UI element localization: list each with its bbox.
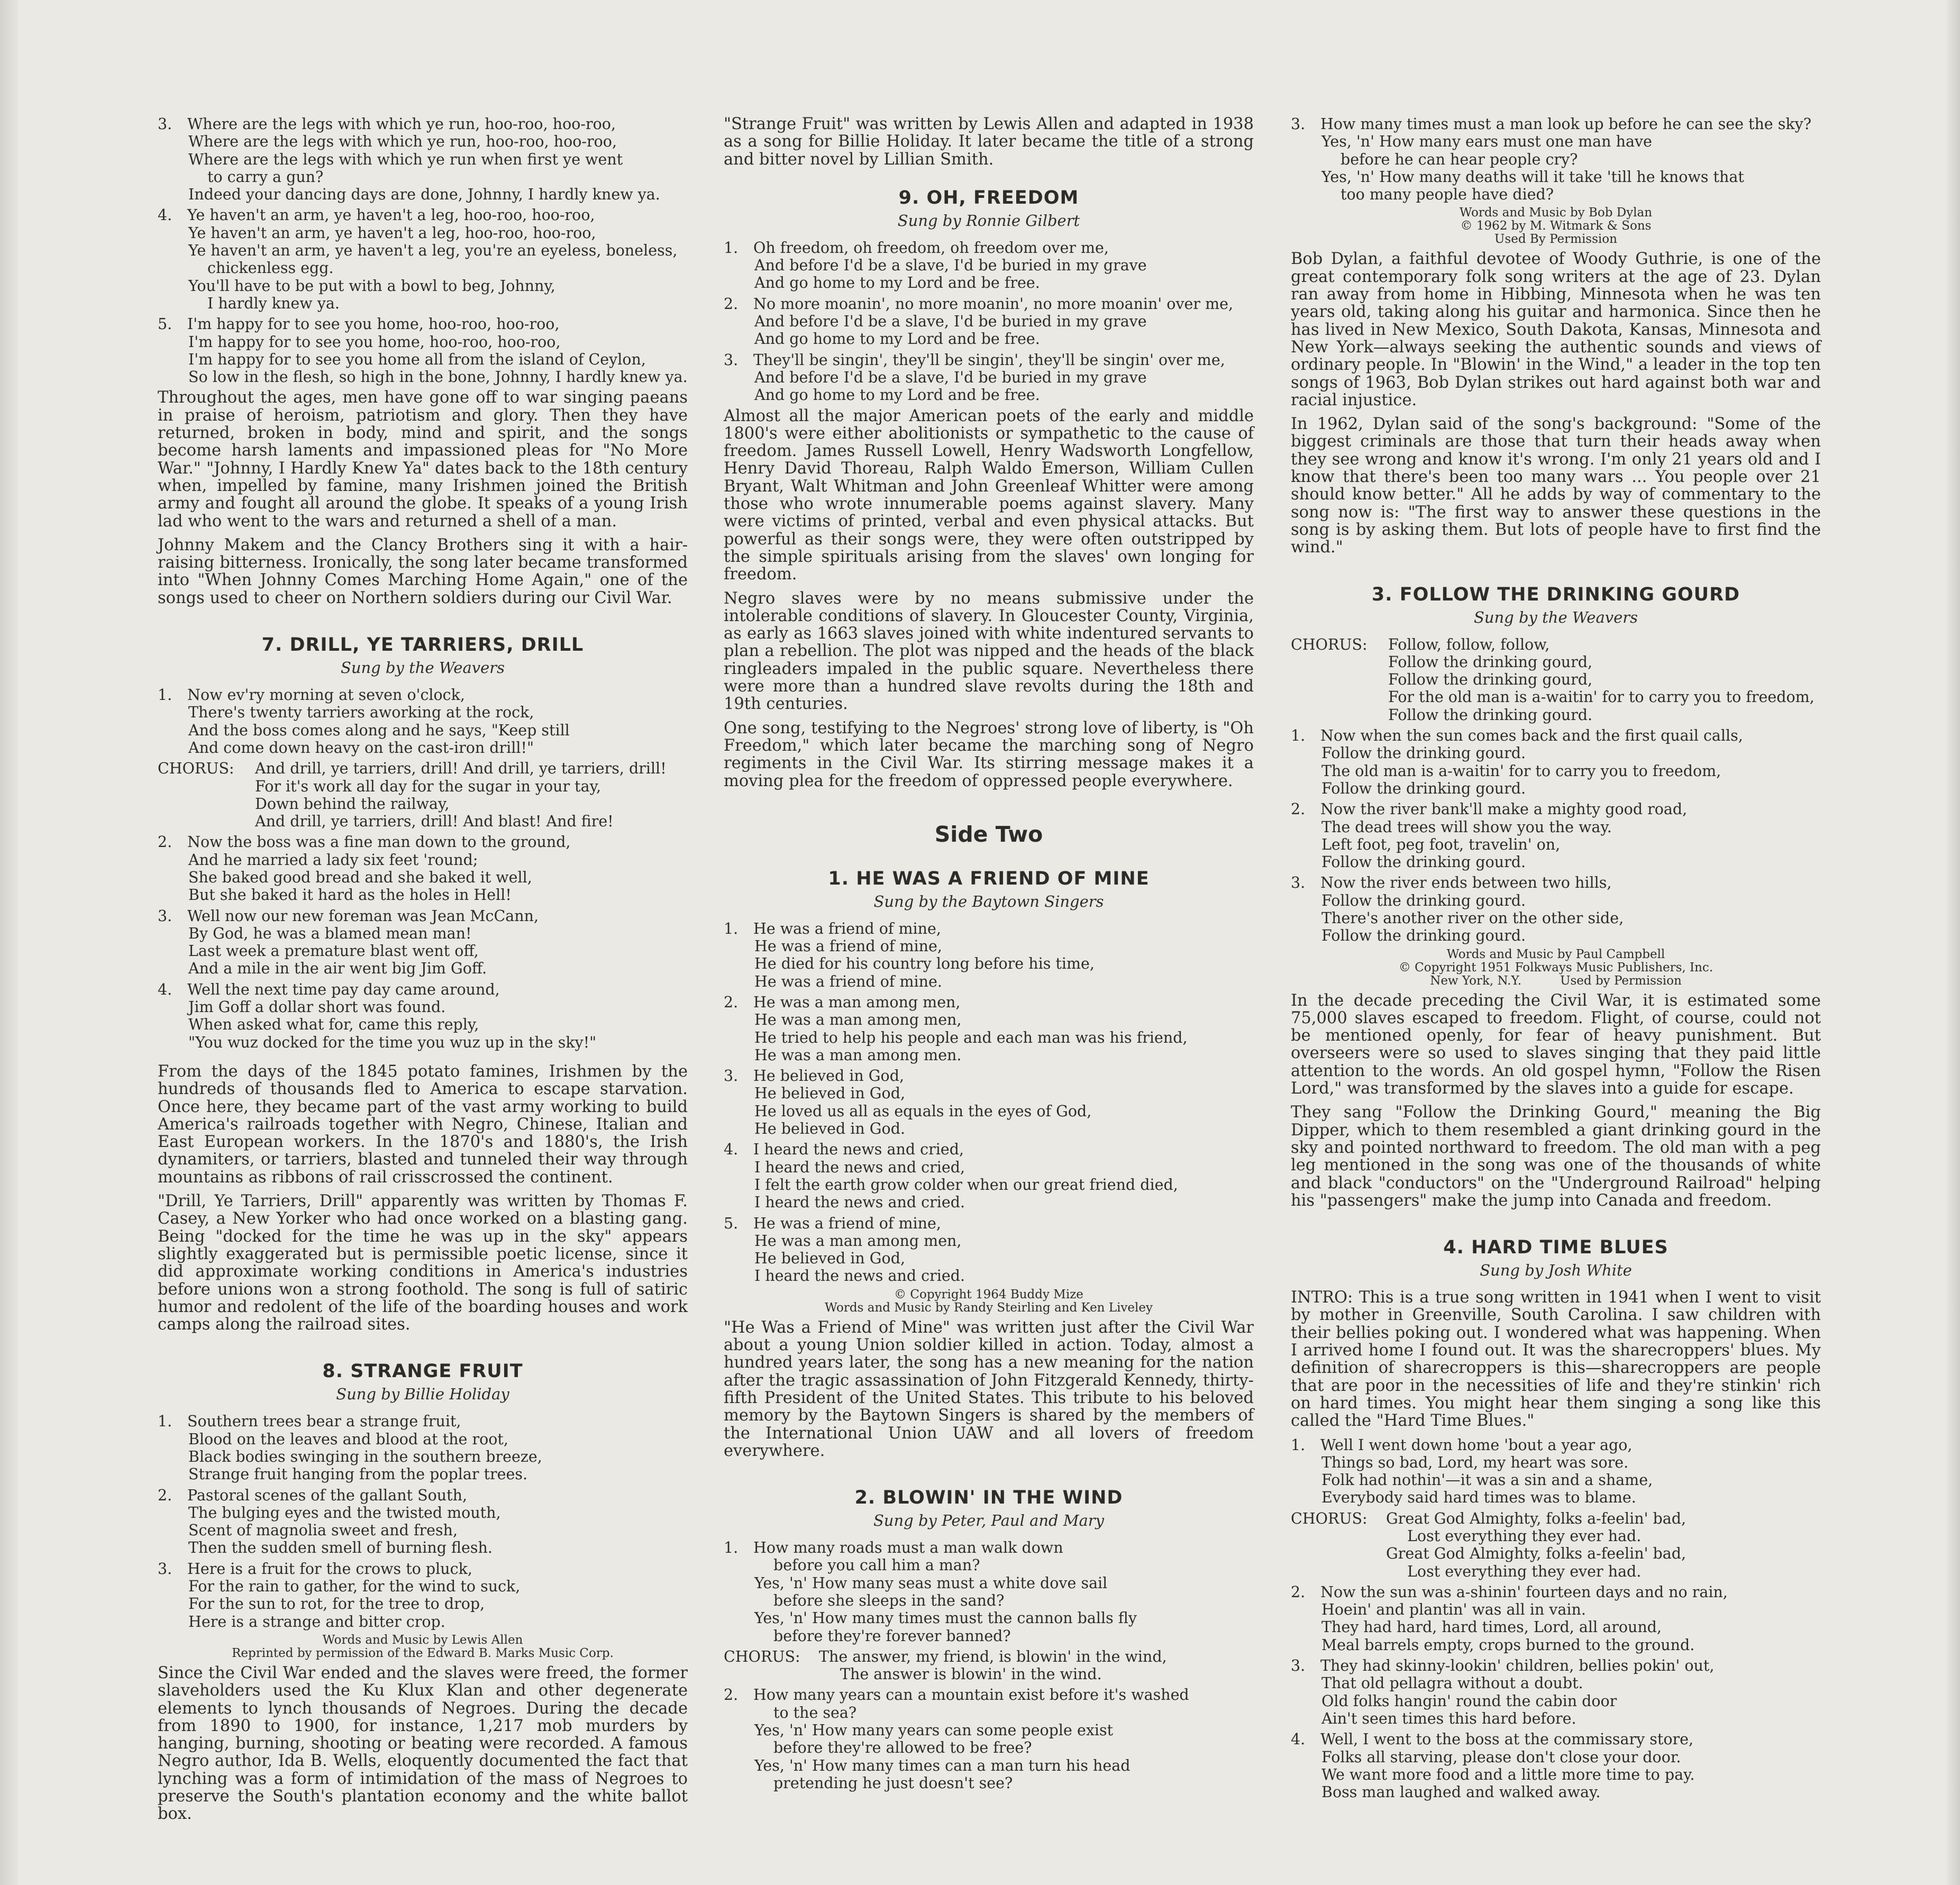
song-title: 1. HE WAS A FRIEND OF MINE [828, 868, 1150, 889]
verse: 3. They'll be singin', they'll be singin', they'll be singin' over me, And before I'd be a slave, I'd be buried in my grave And go home to my Lord and be free. [724, 351, 1225, 404]
paragraph: "He Was a Friend of Mine" was written just after the Civil War about a young Union soldier killed in action. Today, almost a hundred years later, the song has a new meaning for the nation after the tragic assassination of John Fitzgerald Kennedy, thirty-fifth President of the United States. This tribute to his beloved memory by the Baytown Singers is shared by the members of the International Union UAW and all lovers of freedom everywhere. [724, 1318, 1254, 1460]
credit: © Copyright 1964 Buddy Mize Words and Music by Randy Steirling and Ken Liveley [824, 1287, 1153, 1315]
column-left [158, 115, 688, 1829]
song-title: 7. DRILL, YE TARRIERS, DRILL [261, 634, 584, 656]
performer: Sung by the Baytown Singers [873, 892, 1104, 910]
verse: 3. Well now our new foreman was Jean McCann, By God, he was a blamed mean man! Last week a premature blast went off, And a mile in the air went big Jim Goff. [158, 907, 539, 978]
paragraph: Johnny Makem and the Clancy Brothers sing it with a hair-raising bitterness. Ironically, the song later became transformed into "When Johnny Comes Marching Home Again," one of the songs used to cheer on Northern soldiers during our Civil War. [158, 535, 688, 607]
verse: 1. How many roads must a man walk down before you call him a man? Yes, 'n' How many seas must a white dove sail before she sleeps in the sand? Yes, 'n' How many times must the cannon balls fly before they're forever banned? [724, 1539, 1137, 1645]
chorus: CHORUS: The answer, my friend, is blowin' in the wind, The answer is blowin' in the wind. [724, 1647, 1167, 1683]
verse: 3. Where are the legs with which ye run, hoo-roo, hoo-roo, Where are the legs with which ye run, hoo-roo, hoo-roo, Where are the legs with which ye run when first ye went to carry a gun? Indeed your dancing days are done, Johnny, I hardly knew ya. [158, 115, 660, 204]
verse: 4. Ye haven't an arm, ye haven't a leg, hoo-roo, hoo-roo, Ye haven't an arm, ye haven't a leg, hoo-roo, hoo-roo, Ye haven't an arm, ye haven't a leg, you're an eyeless, boneless, chickenless egg. You'll have to be put with a bowl to beg, Johnny, I hardly knew ya. [158, 206, 678, 312]
song-title: 8. STRANGE FRUIT [322, 1361, 523, 1382]
verse: 5. He was a friend of mine, He was a man among men, He believed in God, I heard the news and cried. [724, 1214, 965, 1285]
verse: 4. Well, I went to the boss at the commissary store, Folks all starving, please don't close your door. We want more food and a little more time to pay. Boss man laughed and walked away. [1291, 1731, 1695, 1801]
page-right-edge [1946, 0, 1960, 1885]
performer: Sung by Josh White [1480, 1261, 1632, 1280]
verse: 4. I heard the news and cried, I heard the news and cried, I felt the earth grow colder when our great friend died, I heard the news and cried. [724, 1141, 1178, 1212]
paragraph: Almost all the major American poets of the early and middle 1800's were either abolitionists or sympathetic to the cause of freedom. James Russell Lowell, Henry Wadsworth Longfellow, Henry David Thoreau, Ralph Waldo Emerson, William Cullen Bryant, Walt Whitman and John Greenleaf Whitter were among those who wrote innumerable poems against slavery. Many were victims of printed, verbal and even physical attacks. But powerful as their songs were, they were often outstripped by the simple spirituals arising from the slaves' own longing for freedom. [724, 406, 1254, 584]
verse: 3. Now the river ends between two hills, Follow the drinking gourd. There's another river on the other side, Follow the drinking gourd. [1291, 874, 1624, 945]
paragraph: Bob Dylan, a faithful devotee of Woody Guthrie, is one of the great contemporary folk song writers at the age of 23. Dylan ran away from home in Hibbing, Minnesota when he was ten years old, taking along his guitar and harmonica. Since then he has lived in New Mexico, South Dakota, Kansas, Minnesota and New York—always seeking the authentic sounds and views of ordinary people. In "Blowin' in the Wind," a leader in the top ten songs of 1963, Bob Dylan strikes out hard against both war and racial injustice. [1291, 250, 1821, 409]
column-middle [724, 115, 1254, 1795]
verse: 3. How many times must a man look up before he can see the sky? Yes, 'n' How many ears must one man have before he can hear people cry? Yes, 'n' How many deaths will it take 'till he knows that too many people have died? [1291, 115, 1812, 204]
verse: 3. Here is a fruit for the crows to pluck, For the rain to gather, for the wind to suck, For the sun to rot, for the tree to drop, Here is a strange and bitter crop. [158, 1560, 521, 1631]
verse: 1. Well I went down home 'bout a year ago, Things so bad, Lord, my heart was sore. Folk had nothin'—it was a sin and a shame, Everybody said hard times was to blame. [1291, 1436, 1653, 1507]
verse: 1. Now ev'ry morning at seven o'clock, There's twenty tarriers aworking at the rock, And the boss comes along and he says, "Keep still And come down heavy on the cast-iron drill!" [158, 686, 570, 757]
song-title: 4. HARD TIME BLUES [1443, 1237, 1669, 1259]
paragraph: One song, testifying to the Negroes' strong love of liberty, is "Oh Freedom," which later became the marching song of Negro regiments in the Civil War. Its stirring message makes it a moving plea for the freedom of oppressed people everywhere. [724, 718, 1254, 790]
verse: 1. Southern trees bear a strange fruit, Blood on the leaves and blood at the root, Black bodies swinging in the southern breeze, Strange fruit hanging from the poplar trees. [158, 1413, 542, 1483]
verse: 1. He was a friend of mine, He was a friend of mine, He died for his country long before his time, He was a friend of mine. [724, 919, 1095, 990]
credit: Words and Music by Bob Dylan © 1962 by M. Witmark & Sons Used By Permission [1459, 206, 1653, 247]
verse: 5. I'm happy for to see you home, hoo-roo, hoo-roo, I'm happy for to see you home, hoo-roo, hoo-roo, I'm happy for to see you home all from the island of Ceylon, So low in the flesh, so high in the bone, Johnny, I hardly knew ya. [158, 315, 688, 386]
verse: 1. Oh freedom, oh freedom, oh freedom over me, And before I'd be a slave, I'd be buried in my grave And go home to my Lord and be free. [724, 239, 1147, 292]
performer: Sung by the Weavers [340, 659, 505, 677]
verse: 3. They had skinny-lookin' children, bellies pokin' out, That old pellagra without a doubt. Old folks hangin' round the cabin door Ain't seen times this hard before. [1291, 1657, 1715, 1727]
paragraph: In the decade preceding the Civil War, it is estimated some 75,000 slaves escaped to freedom. Flight, of course, could not be mentioned openly, for fear of heavy punishment. But overseers were so used to slaves singing that they paid little attention to the words. An old gospel hymn, "Follow the Risen Lord," was transformed by the slaves into a guide for escape. [1291, 991, 1821, 1098]
performer: Sung by Ronnie Gilbert [897, 211, 1080, 230]
performer: Sung by Billie Holiday [336, 1385, 509, 1404]
verse: 2. Now the sun was a-shinin' fourteen days and no rain, Hoein' and plantin' was all in vain. They had hard, hard times, Lord, all around, Meal barrels empty, crops burned to the ground. [1291, 1583, 1728, 1654]
song-title: 2. BLOWIN' IN THE WIND [854, 1487, 1123, 1509]
verse: 2. No more moanin', no more moanin', no more moanin' over me, And before I'd be a slave, I'd be buried in my grave And go home to my Lord and be free. [724, 295, 1234, 348]
column-right [1291, 115, 1821, 1804]
paragraph: "Drill, Ye Tarriers, Drill" apparently was written by Thomas F. Casey, a New Yorker who had once worked on a blasting gang. Being "docked for the time he was up in the sky" appears slightly exaggerated but is permissible poetic license, since it did approximate working conditions in America's industries before unions won a strong foothold. The song is full of satiric humor and redolent of the life of the boarding houses and work camps along the railroad sites. [158, 1192, 688, 1334]
credit: Words and Music by Paul Campbell © Copyright 1951 Folkways Music Publishers, Inc. New York, N.Y. Used by Permission [1398, 947, 1713, 988]
page-left-edge [0, 0, 18, 1885]
song-title: 3. FOLLOW THE DRINKING GOURD [1371, 584, 1740, 605]
verse: 1. Now when the sun comes back and the first quail calls, Follow the drinking gourd. The old man is a-waitin' for to carry you to freedom, Follow the drinking gourd. [1291, 727, 1743, 797]
verse: 2. How many years can a mountain exist before it's washed to the sea? Yes, 'n' How many years can some people exist before they're allowed to be free? Yes, 'n' How many times can a man turn his head pretending he just doesn't see? [724, 1686, 1189, 1792]
verse: 3. He believed in God, He believed in God, He loved us all as equals in the eyes of God, He believed in God. [724, 1067, 1092, 1138]
paragraph: From the days of the 1845 potato famines, Irishmen by the hundreds of thousands fled to America to escape starvation. Once here, they became part of the vast army working to build America's railroads together with Negro, Chinese, Italian and East European workers. In the 1870's and 1880's, the Irish dynamiters, or tarriers, blasted and tunneled their way through mountains as ribbons of rail crisscrossed the continent. [158, 1062, 688, 1187]
paragraph: Throughout the ages, men have gone off to war singing paeans in praise of heroism, patriotism and glory. Then they have returned, broken in body, mind and spirit, and the songs become harsh laments and impassioned pleas for "No More War." "Johnny, I Hardly Knew Ya" dates back to the 18th century when, impelled by famine, many Irishmen joined the British army and fought all around the globe. It speaks of a young Irish lad who went to the wars and returned a shell of a man. [158, 388, 688, 531]
verse: 2. Pastoral scenes of the gallant South, The bulging eyes and the twisted mouth, Scent of magnolia sweet and fresh, Then the sudden smell of burning flesh. [158, 1486, 501, 1557]
verse: 2. He was a man among men, He was a man among men, He tried to help his people and each man was his friend, He was a man among men. [724, 993, 1188, 1064]
verse: 4. Well the next time pay day came around, Jim Goff a dollar short was found. When asked what for, came this reply, "You wuz docked for the time you wuz up in the sky!" [158, 980, 597, 1051]
paragraph: Since the Civil War ended and the slaves were freed, the former slaveholders used the Ku Klux Klan and other degenerate elements to lynch thousands of Negroes. During the decade from 1890 to 1900, for instance, 1,217 mob murders by hanging, burning, shooting or beating were recorded. A famous Negro author, Ida B. Wells, eloquently documented the fact that lynching was a form of intimidation of the mass of Negroes to preserve the South's plantation economy and the white ballot box. [158, 1663, 688, 1824]
chorus: CHORUS: Follow, follow, follow, Follow the drinking gourd, Follow the drinking gourd, For the old man is a-waitin' for to carry you to freedom, Follow the drinking gourd. [1291, 635, 1815, 724]
song-title: 9. OH, FREEDOM [898, 187, 1079, 208]
side-heading: Side Two [934, 821, 1043, 847]
intro-paragraph: INTRO: This is a true song written in 1941 when I went to visit by mother in Greenville, South Carolina. I saw children with their bellies poking out. I wondered what was happening. When I arrived home I found out. It was the sharecroppers' blues. My definition of sharecroppers is this—sharecroppers are people that are poor in the necessities of life and they're stinkin' rich on hard times. You might hear them singing a song like this called the "Hard Time Blues." [1291, 1288, 1821, 1431]
verse: 2. Now the boss was a fine man down to the ground, And he married a lady six feet 'round; She baked good bread and she baked it well, But she baked it hard as the holes in Hell! [158, 833, 571, 904]
performer: Sung by the Weavers [1473, 608, 1638, 626]
verse: 2. Now the river bank'll make a mighty good road, The dead trees will show you the way. Left foot, peg foot, travelin' on, Follow the drinking gourd. [1291, 800, 1688, 871]
paragraph: In 1962, Dylan said of the song's background: "Some of the biggest criminals are those that turn their heads away when they see wrong and know it's wrong. I'm only 21 years old and I know that there's been too many wars ... You people over 21 should know better." All he adds by way of commentary to the song now is: "The first way to answer these questions in the song is by asking them. But lots of people have to first find the wind." [1291, 415, 1821, 557]
paragraph: They sang "Follow the Drinking Gourd," meaning the Big Dipper, which to them resembled a giant drinking gourd in the sky and pointed northward to freedom. The old man with a peg leg mentioned in the song was one of the thousands of white and black "conductors" on the "Underground Railroad" helping his "passengers" make the jump into Canada and freedom. [1291, 1103, 1821, 1210]
paragraph: "Strange Fruit" was written by Lewis Allen and adapted in 1938 as a song for Billie Holiday. It later became the title of a strong and bitter novel by Lillian Smith. [724, 115, 1254, 169]
chorus: CHORUS: And drill, ye tarriers, drill! And drill, ye tarriers, drill! For it's work all day for the sugar in your tay, Down behind the railway, And drill, ye tarriers, drill! And blast! And fire! [158, 760, 667, 831]
chorus: CHORUS: Great God Almighty, folks a-feelin' bad, Lost everything they ever had. Great God Almighty, folks a-feelin' bad, Lost everything they ever had. [1291, 1509, 1686, 1580]
credit: Words and Music by Lewis Allen Reprinted by permission of the Edward B. Marks Music Corp. [232, 1633, 614, 1660]
paragraph: Negro slaves were by no means submissive under the intolerable conditions of slavery. In Gloucester County, Virginia, as early as 1663 slaves joined with white indentured servants to plan a rebellion. The plot was nipped and the heads of the black ringleaders impaled in the public square. Nevertheless there were more than a hundred slave revolts during the 18th and 19th centuries. [724, 589, 1254, 714]
performer: Sung by Peter, Paul and Mary [873, 1511, 1105, 1530]
